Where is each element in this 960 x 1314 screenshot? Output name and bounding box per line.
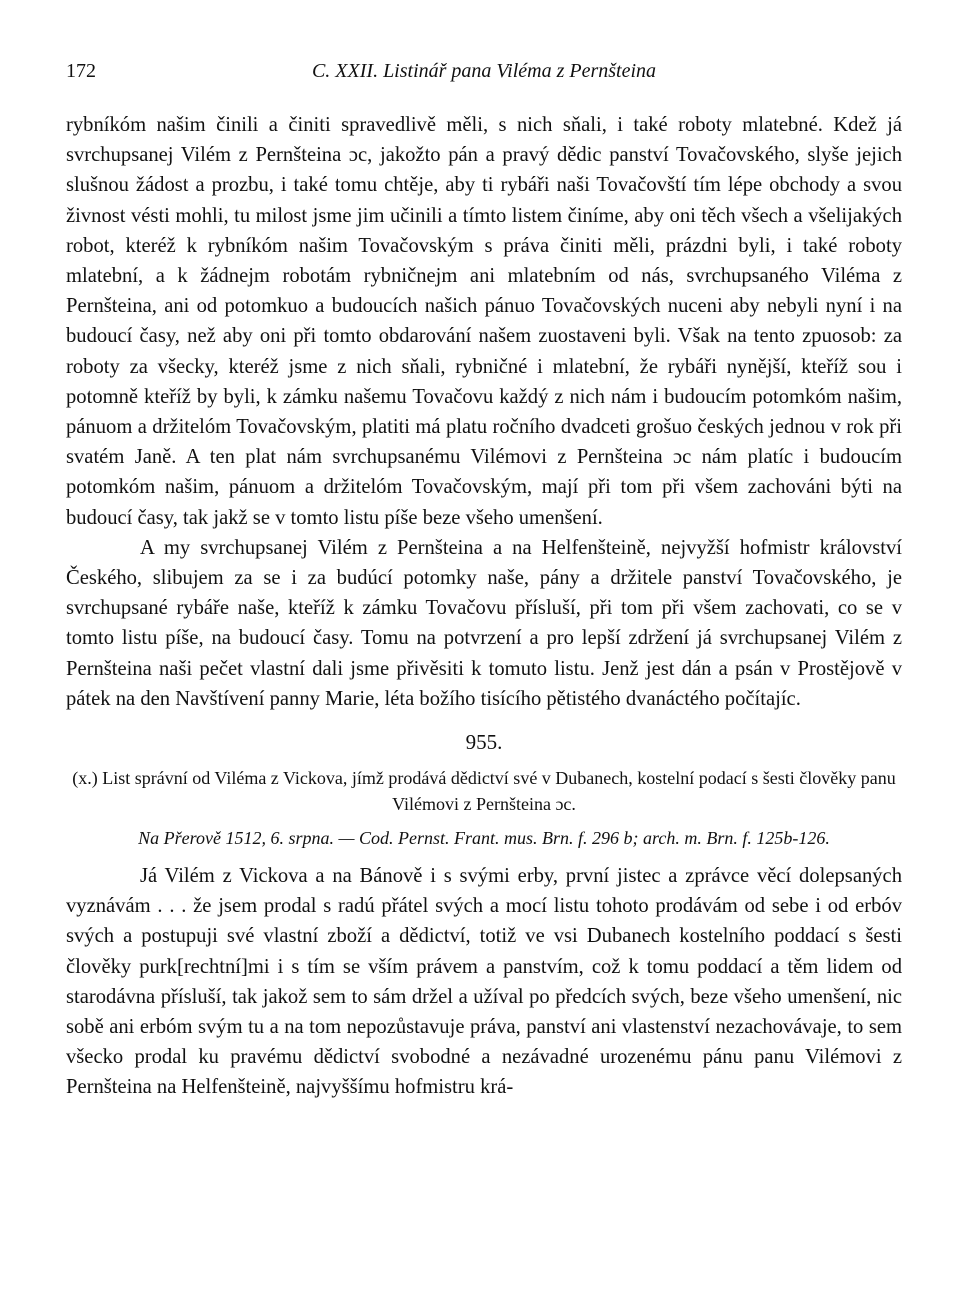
document-text: Já Vilém z Vickova a na Bánově i s svými erby, první jistec a zprávce věcí dolepsaných vyznávám . . . že jsem prodal s radú přátel svých a mocí listu tohoto prodávám od sebe i od erbóv svých a postupuji své vlastní zboží a dědictví, totiž ve vsi Dubanech kostelního poddací s šesti člověky purk[rechtní]mi i s tím se vším právem a panstvím, což k tomu poddací a těm lidem od starodávna přísluší, tak jakož sem to sám držel a užíval po předcích svých, beze všeho umenšení, nic sobě ani erbóm svým tu a na tom nepozůstavuje práva, panství ani vlastenství nezachovávaje, to sem všecko prodal ku pravému dědictví svobodné a nezávadné urozenému pánu panu Vilémovi z Pernšteina na Helfenšteině, najvyššímu hofmistru krá-	[66, 865, 902, 1099]
document-source: Na Přerově 1512, 6. srpna. — Cod. Pernst. Frant. mus. Brn. f. 296 b; arch. m. Brn. f. 125b-126.	[138, 828, 830, 849]
page-number: 172	[66, 60, 96, 82]
document-number: 955.	[465, 730, 503, 755]
document-page	[66, 50, 902, 1103]
running-title: C. XXII. Listinář pana Viléma z Pernšteina	[311, 60, 657, 82]
document-regest: (x.) List správní od Viléma z Vickova, jímž prodává dědictví své v Dubanech, kostelní podací s šesti člověky panu Vilémovi z Pernšteina ɔc.	[72, 768, 896, 815]
paragraph-continuation: rybníkóm našim činili a činiti spravedlivě měli, s nich sňali, i také roboty mlatebné. Kdež já svrchupsanej Vilém z Pernšteina ɔc, jakožto pán a pravý dědic panství Tovačovského, slyše jejich slušnou žádost a prozbu, i také tomu chtěje, aby ti rybáři naši Tovačovští tím lépe obchody a svou živnost vésti mohli, tu milost jsme jim učinili a tímto listem činíme, aby oni těch všech a všelijakých robot, kteréž k rybníkóm našim Tovačovským s práva činiti měli, prázdni byli, i také roboty mlatební, a k žádnejm robotám rybničnejm ani mlatebním od nás, svrchupsaného Viléma z Pernšteina, ani od potomkuo a budoucích našich pánuo Tovačovských nuceni aby nebyli nyní i na budoucí časy, než aby oni při tomto obdarování našem zuostaveni byli. Však na tento zpuosob: za roboty za všecky, kteréž jsme z nich sňali, rybničné i mlatební, že rybáři nynější, kteříž sou i potomně kteříž by byli, k zámku našemu Tovačovu každý z nich nám i budoucím potomkóm našim, pánuom a držitelóm Tovačovským, platiti má platu ročního dvadceti grošuo českých jednou v rok při svatém Janě. A ten plat nám svrchupsanému Vilémovi z Pernšteina ɔc nám platíc i budoucím potomkóm našim, pánuom a držitelóm Tovačovským, mají při tom při všem zachováni býti na budoucí časy, tak jakž se v tomto listu píše beze všeho umenšení.	[66, 114, 902, 529]
page-header	[66, 50, 902, 94]
paragraph-confirmation: A my svrchupsanej Vilém z Pernšteina a na Helfenšteině, nejvyžší hofmistr království Českého, slibujem za se i za budúcí potomky naše, pány a držitele panství Tovačovského, je svrchupsané rybáře naše, kteříž k zámku Tovačovu přísluší, při tom při všem zachovati, co se v tomto listu píše, na budoucí časy. Tomu na potvrzení a pro lepší zdržení já svrchupsanej Vilém z Pernšteina naši pečet vlastní dali jsme přivěsiti k tomuto listu. Jenž jest dán a psán v Prostějově v pátek na den Navštívení panny Marie, léta božího tisícího pětistého dvanáctého počítajíc.	[66, 536, 902, 710]
